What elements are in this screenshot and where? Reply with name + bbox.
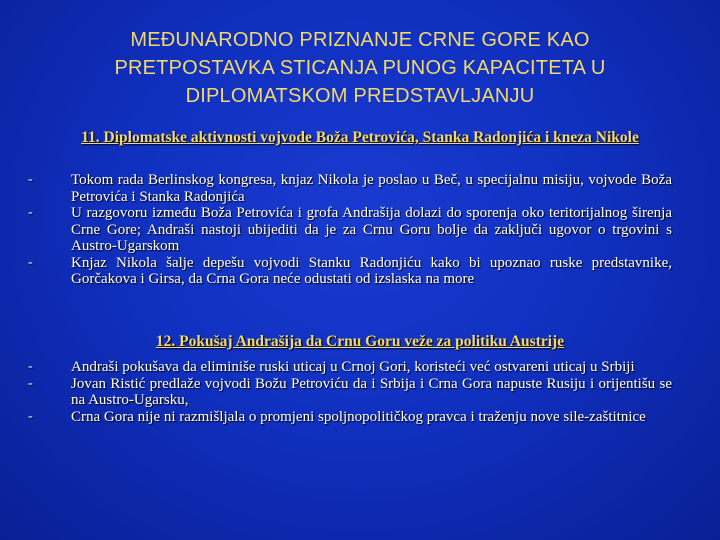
slide-title <box>40 26 680 110</box>
section-heading: 11. Diplomatske aktivnosti vojvode Boža Petrovića, Stanka Radonjića i kneza Nikole <box>81 129 639 146</box>
bullet-marker: - <box>28 254 33 270</box>
list-item <box>28 359 672 376</box>
bullet-list <box>28 172 672 288</box>
list-item <box>28 376 672 409</box>
bullet-text: Tokom rada Berlinskog kongresa, knjaz Nikola je poslao u Beč, u specijalnu misiju, vojvode Boža Petrovića i Stanka Radonjića <box>71 172 672 205</box>
list-item <box>28 409 672 426</box>
list-item <box>28 172 672 205</box>
list-item <box>28 205 672 255</box>
bullet-marker: - <box>28 359 33 374</box>
bullet-text: Jovan Ristić predlaže vojvodi Božu Petroviću da i Srbija i Crna Gora napuste Rusiju i orijentišu se na Austro-Ugarsku, <box>71 375 672 408</box>
bullet-text: Andraši pokušava da eliminiše ruski uticaj u Crnoj Gori, koristeći već ostvareni uticaj u Srbiji <box>71 359 635 375</box>
bullet-marker: - <box>28 172 33 187</box>
bullet-text: U razgovoru između Boža Petrovića i grofa Andrašija dolazi do sporenja oko teritorijalnog širenja Crne Gore; Andraši nastoji ubijediti da je za Crnu Goru bolje da zaključi ugovor o trgovini s Austro-Ugarskom <box>71 205 672 254</box>
bullet-marker: - <box>28 408 33 424</box>
list-item <box>28 255 672 288</box>
section-heading: 12. Pokušaj Andrašija da Crnu Goru veže za politiku Austrije <box>155 333 565 350</box>
bullet-text: Knjaz Nikola šalje depešu vojvodi Stanku Radonjiću kako bi upoznao ruske predstavnike, Gorčakova i Girsa, da Crna Gora neće odustati od izslaska na more <box>71 254 672 287</box>
bullet-list <box>28 359 672 425</box>
bullet-text: Crna Gora nije ni razmišljala o promjeni spoljnopolitičkog pravca i traženju nove sile-zaštitnice <box>71 408 646 425</box>
title-line: DIPLOMATSKOM PREDSTAVLJANJU <box>185 85 535 107</box>
title-line: PRETPOSTAVKA STICANJA PUNOG KAPACITETA U <box>114 57 606 79</box>
bullet-marker: - <box>28 205 33 220</box>
title-line: MEĐUNARODNO PRIZNANJE CRNE GORE KAO <box>130 29 590 51</box>
bullet-marker: - <box>28 375 33 391</box>
